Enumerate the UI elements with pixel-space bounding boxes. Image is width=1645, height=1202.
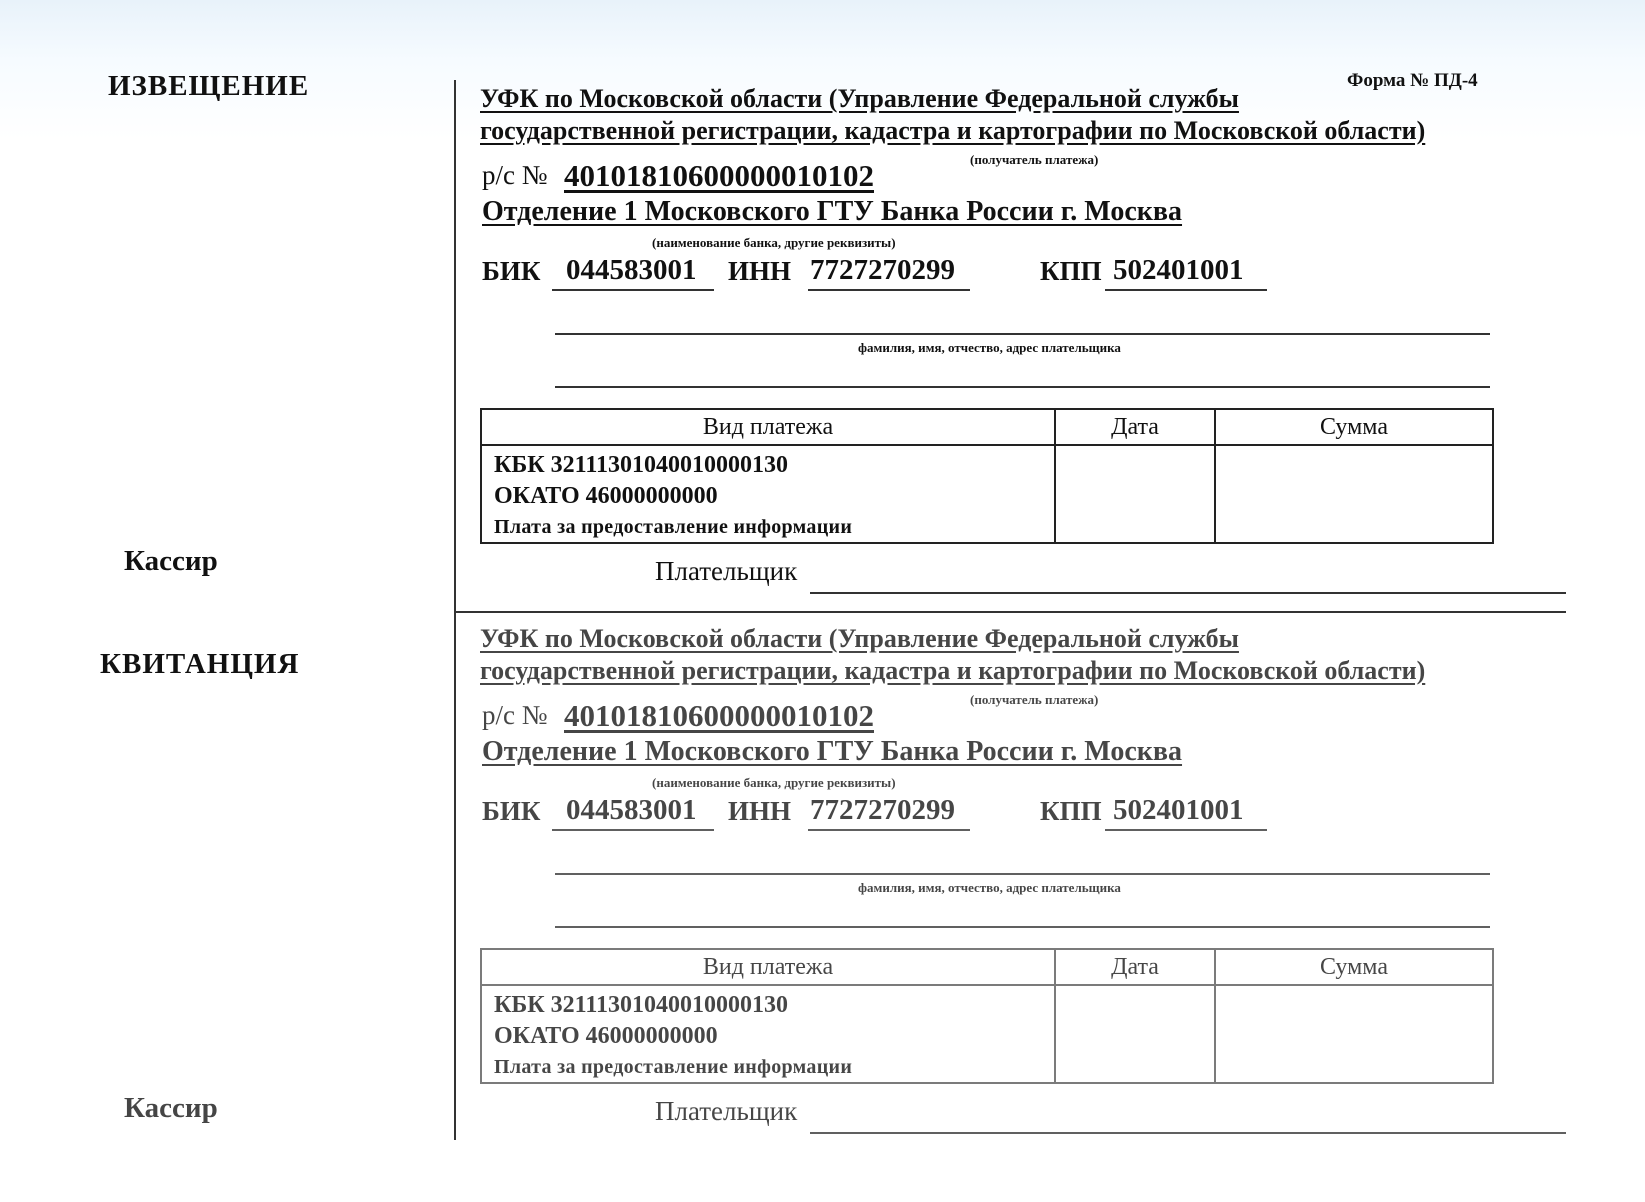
payer-signature-line[interactable] [810, 592, 1566, 594]
bik-value: 044583001 [566, 794, 697, 826]
payment-table [480, 948, 1494, 1084]
bik-label: БИК [482, 256, 541, 286]
receipt-section-title: КВИТАНЦИЯ [100, 648, 300, 680]
inn-underline [808, 829, 970, 831]
bank-hint: (наименование банка, другие реквизиты) [652, 235, 896, 250]
bik-underline [552, 829, 714, 831]
recipient-line-2: государственной регистрации, кадастра и картографии по Московской области) [480, 116, 1426, 145]
inn-label: ИНН [728, 256, 792, 286]
kpp-label: КПП [1040, 256, 1102, 286]
section-separator [454, 611, 1566, 613]
vertical-divider-bottom [454, 613, 456, 1140]
kbk-code: КБК 32111301040010000130 [494, 992, 789, 1018]
bik-label: БИК [482, 796, 541, 826]
sum-cell[interactable] [1215, 445, 1493, 543]
bank-name: Отделение 1 Московского ГТУ Банка России г. Москва [482, 736, 1183, 767]
bik-underline [552, 289, 714, 291]
header-sum: Сумма [1215, 949, 1493, 985]
kpp-value: 502401001 [1113, 254, 1244, 286]
payer-signature-line[interactable] [810, 1132, 1566, 1134]
recipient-hint: (получатель платежа) [970, 692, 1099, 707]
payment-description: Плата за предоставление информации [494, 516, 853, 538]
kpp-value: 502401001 [1113, 794, 1244, 826]
notice-cashier-label: Кассир [124, 545, 218, 577]
date-cell[interactable] [1055, 445, 1215, 543]
receipt-cashier-label: Кассир [124, 1092, 218, 1124]
payer-label: Плательщик [655, 556, 798, 586]
header-date: Дата [1055, 949, 1215, 985]
payment-type-cell [481, 985, 1055, 1083]
header-payment-type: Вид платежа [481, 409, 1055, 445]
form-number: Форма № ПД-4 [1347, 70, 1478, 91]
header-payment-type: Вид платежа [481, 949, 1055, 985]
recipient-line-1: УФК по Московской области (Управление Федеральной службы [480, 84, 1239, 113]
okato-code: ОКАТО 46000000000 [494, 483, 718, 509]
kpp-label: КПП [1040, 796, 1102, 826]
kbk-code: КБК 32111301040010000130 [494, 452, 789, 478]
recipient-hint: (получатель платежа) [970, 152, 1099, 167]
header-date: Дата [1055, 409, 1215, 445]
bik-value: 044583001 [566, 254, 697, 286]
payer-name-line[interactable] [555, 333, 1490, 335]
recipient-line-2: государственной регистрации, кадастра и картографии по Московской области) [480, 656, 1426, 685]
payer-label: Плательщик [655, 1096, 798, 1126]
date-cell[interactable] [1055, 985, 1215, 1083]
inn-label: ИНН [728, 796, 792, 826]
kpp-underline [1105, 829, 1267, 831]
account-value: 40101810600000010102 [564, 158, 874, 193]
sum-cell[interactable] [1215, 985, 1493, 1083]
payment-type-cell [481, 445, 1055, 543]
header-sum: Сумма [1215, 409, 1493, 445]
account-label: р/с № [482, 700, 548, 730]
payer-name-line[interactable] [555, 873, 1490, 875]
account-value: 40101810600000010102 [564, 698, 874, 733]
vertical-divider-top [454, 80, 456, 611]
payer-address-line[interactable] [555, 386, 1490, 388]
payer-hint: фамилия, имя, отчество, адрес плательщика [858, 880, 1121, 895]
recipient-line-1: УФК по Московской области (Управление Федеральной службы [480, 624, 1239, 653]
inn-underline [808, 289, 970, 291]
okato-code: ОКАТО 46000000000 [494, 1023, 718, 1049]
payment-table [480, 408, 1494, 544]
bank-name: Отделение 1 Московского ГТУ Банка России г. Москва [482, 196, 1183, 227]
bank-hint: (наименование банка, другие реквизиты) [652, 775, 896, 790]
inn-value: 7727270299 [810, 254, 955, 286]
kpp-underline [1105, 289, 1267, 291]
payment-description: Плата за предоставление информации [494, 1056, 853, 1078]
payer-hint: фамилия, имя, отчество, адрес плательщика [858, 340, 1121, 355]
notice-section-title: ИЗВЕЩЕНИЕ [108, 70, 310, 102]
account-label: р/с № [482, 160, 548, 190]
inn-value: 7727270299 [810, 794, 955, 826]
payer-address-line[interactable] [555, 926, 1490, 928]
